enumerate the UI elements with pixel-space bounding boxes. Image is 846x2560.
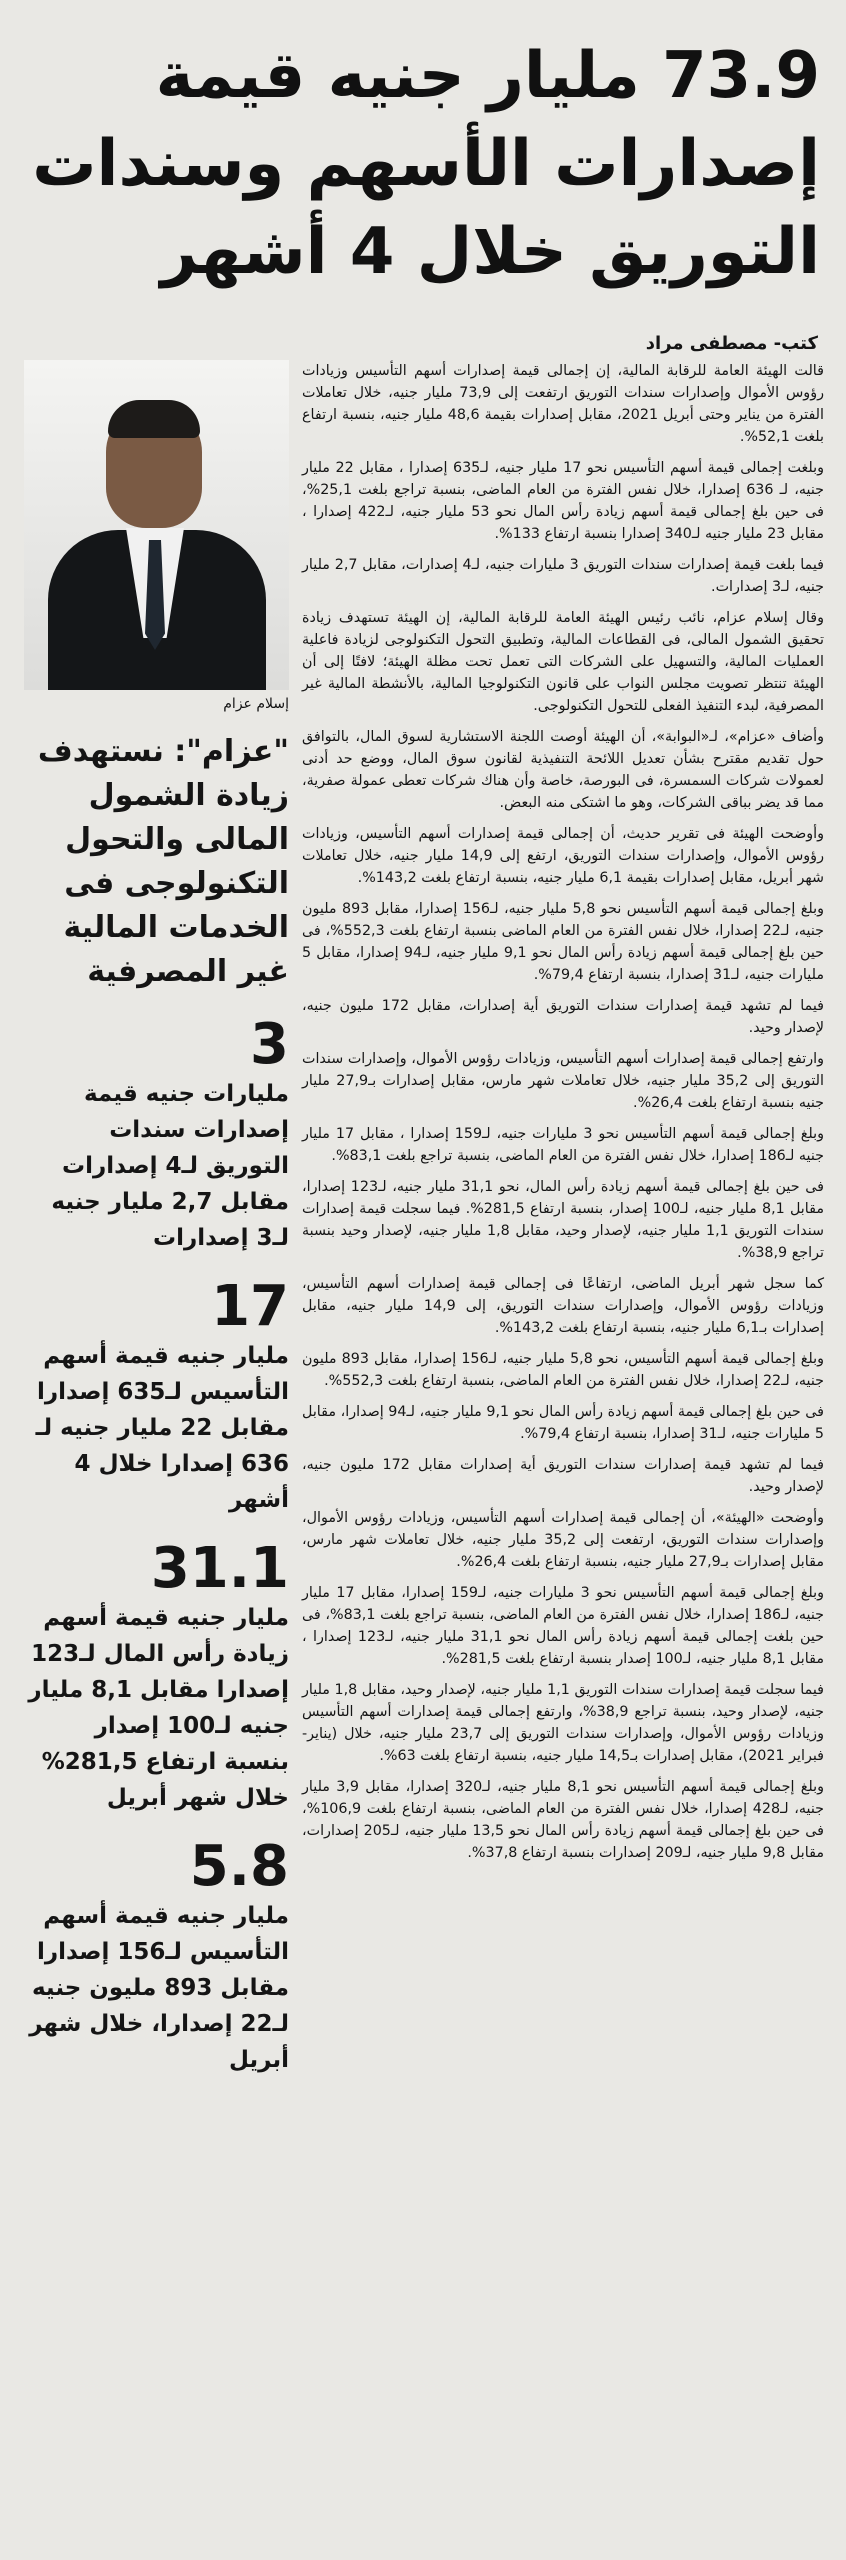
article-paragraph: وبلغ إجمالى قيمة أسهم التأسيس نحو 5,8 مليار جنيه، لـ156 إصدارا، مقابل 893 مليون جنيه، لـ22 إصدارا، خلال نفس الفترة من العام الماضى بنسبة ارتفاع بلغت 552,3%، فى حين بلغ إجمالى قيمة أسهم زيادة رأس المال نحو 9,1 مليار جنيه، لـ94 إصدارا، مقابل 5 مليارات جنيه، لـ31 إصدارا، بنسبة ارتفاع 79,4%. <box>302 901 824 983</box>
stat-number: 3 <box>250 1012 289 1077</box>
article-body <box>302 360 824 1873</box>
stat-number: 17 <box>211 1274 289 1339</box>
article-paragraph: وقال إسلام عزام، نائب رئيس الهيئة العامة للرقابة المالية، إن الهيئة تستهدف زيادة تحقيق الشمول المالى، فى القطاعات المالية، وتطبيق التحول التكنولوجى لزيادة فاعلية العمليات المالية، والتسهيل على الشركات التى تعمل تحت مظلة الهيئة؛ لافتًا إلى أن الهيئة تنتظر تصويت مجلس النواب على قانون التكنولوجيا المالية، بالأنشطة المالية غير المصرفية، لبدء التنفيذ الفعلى للتحول التكنولوجى. <box>302 610 824 714</box>
pull-quote: "عزام": نستهدف زيادة الشمول المالى والتحول التكنولوجى فى الخدمات المالية غير المصرفية <box>37 734 289 989</box>
stat-box <box>24 1014 289 1256</box>
stat-text: مليارات جنيه قيمة إصدارات سندات التوريق لـ4 إصدارات مقابل 2,7 مليار جنيه لـ3 إصدارات <box>51 1081 289 1251</box>
article-paragraph: وبلغت إجمالى قيمة أسهم التأسيس نحو 17 مليار جنيه، لـ635 إصدارا ، مقابل 22 مليار جنيه، لـ 636 إصدارا، خلال نفس الفترة من العام الماضى، بنسبة تراجع بلغت 25,1%، فى حين بلغ إجمالى قيمة أسهم زيادة رأس المال نحو 53 مليار جنيه، لـ422 إصدارا ، مقابل 23 مليار جنيه لـ340 إصدارا بنسبة ارتفاع 133%. <box>302 460 825 542</box>
stat-number: 5.8 <box>189 1834 289 1899</box>
sidebar-column <box>24 360 289 2078</box>
photo-caption: إسلام عزام <box>223 696 289 712</box>
byline: كتب- مصطفى مراد <box>645 333 818 354</box>
stat-box <box>24 1836 289 2078</box>
stat-box <box>24 1276 289 1518</box>
article-paragraph: فيما لم تشهد قيمة إصدارات سندات التوريق أية إصدارات مقابل 172 مليون جنيه، لإصدار وحيد. <box>302 1457 824 1495</box>
portrait-photo <box>24 360 289 690</box>
article-paragraph: كما سجل شهر أبريل الماضى، ارتفاعًا فى إجمالى قيمة إصدارات أسهم التأسيس، وزيادات رؤوس الأموال، وإصدارات سندات التوريق، إلى 14,9 مليار جنيه، مقابل إصدارات بـ6,1 مليار جنيه، بنسبة ارتفاع بلغت 143,2%. <box>302 1276 824 1336</box>
article-paragraph: وبلغ إجمالى قيمة أسهم التأسيس نحو 3 مليارات جنيه، لـ159 إصدارا ، مقابل 17 مليار جنيه لـ186 إصدارا، خلال نفس الفترة من العام الماضى، بنسبة تراجع بلغت 83,1%. <box>302 1126 825 1164</box>
headline <box>20 32 820 296</box>
article-paragraph: فيما سجلت قيمة إصدارات سندات التوريق 1,1 مليار جنيه، لإصدار وحيد، مقابل 1,8 مليار جنيه، لإصدار وحيد، بنسبة تراجع 38,9%، وارتفع إجمالى قيمة إصدارات أسهم التأسيس وزيادات رؤوس الأموال، وإصدارات سندات التوريق إلى 23,7 مليار جنيه، خلال (يناير- فبراير 2021)، مقابل إصدارات بـ14,5 مليار جنيه، بنسبة ارتفاع بلغت 63%. <box>302 1682 824 1764</box>
article-paragraph: فيما بلغت قيمة إصدارات سندات التوريق 3 مليارات جنيه، لـ4 إصدارات، مقابل 2,7 مليار جنيه، لـ3 إصدارات. <box>302 557 824 595</box>
stat-text: مليار جنيه قيمة أسهم التأسيس لـ156 إصدارا مقابل 893 مليون جنيه لـ22 إصدارا، خلال شهر أبريل <box>29 1903 289 2073</box>
article-paragraph: فى حين بلغ إجمالى قيمة أسهم زيادة رأس المال نحو 9,1 مليار جنيه، لـ94 إصدارا، مقابل 5 مليارات جنيه، لـ31 إصدارا، بنسبة ارتفاع 79,4%. <box>302 1404 825 1442</box>
stat-text: مليار جنيه قيمة أسهم التأسيس لـ635 إصدارا مقابل 22 مليار جنيه لـ 636 إصدارا خلال 4 أشهر <box>35 1343 289 1513</box>
article-paragraph: وأوضحت «الهيئة»، أن إجمالى قيمة إصدارات أسهم التأسيس، وزيادات رؤوس الأموال، وإصدارات سندات التوريق، ارتفعت إلى 35,2 مليار جنيه، خلال تعاملات شهر مارس، مقابل إصدارات بـ27,9 مليار جنيه، بنسبة ارتفاع بلغت 26,4%. <box>302 1510 824 1570</box>
portrait-hair <box>108 400 200 438</box>
article-paragraph: فى حين بلغ إجمالى قيمة أسهم زيادة رأس المال، نحو 31,1 مليار جنيه، لـ123 إصدارا، مقابل 8,1 مليار جنيه، لـ100 إصدار، بنسبة ارتفاع 281,5%. فيما سجلت قيمة إصدارات سندات التوريق 1,1 مليار جنيه، لإصدار وحيد، مقابل 1,8 مليار جنيه، لإصدار وحيد بنسبة تراجع 38,9%. <box>302 1179 824 1261</box>
headline-line: 73.9 مليار جنيه قيمة <box>155 39 820 113</box>
headline-line: إصدارات الأسهم وسندات <box>32 127 820 201</box>
stat-text: مليار جنيه قيمة أسهم زيادة رأس المال لـ123 إصدارا مقابل 8,1 مليار جنيه لـ100 إصدار بنسبة ارتفاع 281,5% خلال شهر أبريل <box>28 1605 289 1811</box>
stat-number: 31.1 <box>150 1536 289 1601</box>
article-paragraph: وارتفع إجمالى قيمة إصدارات أسهم التأسيس، وزيادات رؤوس الأموال، وإصدارات سندات التوريق إلى 35,2 مليار جنيه، خلال تعاملات شهر مارس، مقابل إصدارات بـ27,9 مليار جنيه بنسبة ارتفاع بلغت 26,4%. <box>302 1051 824 1111</box>
headline-line: التوريق خلال 4 أشهر <box>160 215 820 289</box>
article-paragraph: وأوضحت الهيئة فى تقرير حديث، أن إجمالى قيمة إصدارات أسهم التأسيس، وزيادات رؤوس الأموال، وإصدارات سندات التوريق، ارتفع إلى 14,9 مليار جنيه، خلال تعاملات شهر أبريل، مقابل إصدارات بقيمة 6,1 مليار جنيه، بنسبة ارتفاع بلغت 143,2%. <box>302 826 824 886</box>
article-paragraph: وأضاف «عزام»، لـ«البوابة»، أن الهيئة أوصت اللجنة الاستشارية لسوق المال، بالتوافق حول تقديم مقترح بشأن تعديل اللائحة التنفيذية لقانون سوق المال، ووضع حد أدنى لعمولات شركات السمسرة، فى البورصة، خاصة وأن هناك شركات تعطى عمولة صفرية، مما قد يضر بباقى الشركات، وهو ما اشتكى منه البعض. <box>302 729 824 811</box>
article-paragraph: وبلغ إجمالى قيمة أسهم التأسيس، نحو 5,8 مليار جنيه، لـ156 إصدارا، مقابل 893 مليون جنيه، لـ22 إصدارا، خلال نفس الفترة من العام الماضى، بنسبة ارتفاع بلغت 552,3%. <box>302 1351 825 1389</box>
article-paragraph: قالت الهيئة العامة للرقابة المالية، إن إجمالى قيمة إصدارات أسهم التأسيس وزيادات رؤوس الأموال وإصدارات سندات التوريق ارتفعت إلى 73,9 مليار جنيه، خلال تعاملات الفترة من يناير وحتى أبريل 2021، مقابل إصدارات بقيمة 48,6 مليار جنيه، بنسبة ارتفاع بلغت 52,1%. <box>302 363 825 445</box>
article-paragraph: وبلغ إجمالى قيمة أسهم التأسيس نحو 3 مليارات جنيه، لـ159 إصدارا، مقابل 17 مليار جنيه، لـ186 إصدارا، خلال نفس الفترة من العام الماضى، بنسبة تراجع بلغت 83,1%، فى حين بلغت إجمالى قيمة أسهم زيادة رأس المال نحو 31,1 مليار جنيه، لـ123 إصدارا ، مقابل 8,1 مليار جنيه، لـ100 إصدار بنسبة ارتفاع بلغت 281,5%. <box>302 1585 825 1667</box>
article-paragraph: وبلغ إجمالى قيمة أسهم التأسيس نحو 8,1 مليار جنيه، لـ320 إصدارا، مقابل 3,9 مليار جنيه، لـ428 إصدارا، خلال نفس الفترة من العام الماضى، بنسبة ارتفاع بلغت 106,9%، فى حين بلغ إجمالى قيمة أسهم زيادة رأس المال نحو 13,5 مليار جنيه، لـ205 إصدارات، مقابل 9,8 مليار جنيه، لـ209 إصدارات بنسبة ارتفاع 37,8%. <box>302 1779 824 1861</box>
article-paragraph: فيما لم تشهد قيمة إصدارات سندات التوريق أية إصدارات، مقابل 172 مليون جنيه، لإصدار وحيد. <box>302 998 824 1036</box>
stat-box <box>24 1538 289 1816</box>
